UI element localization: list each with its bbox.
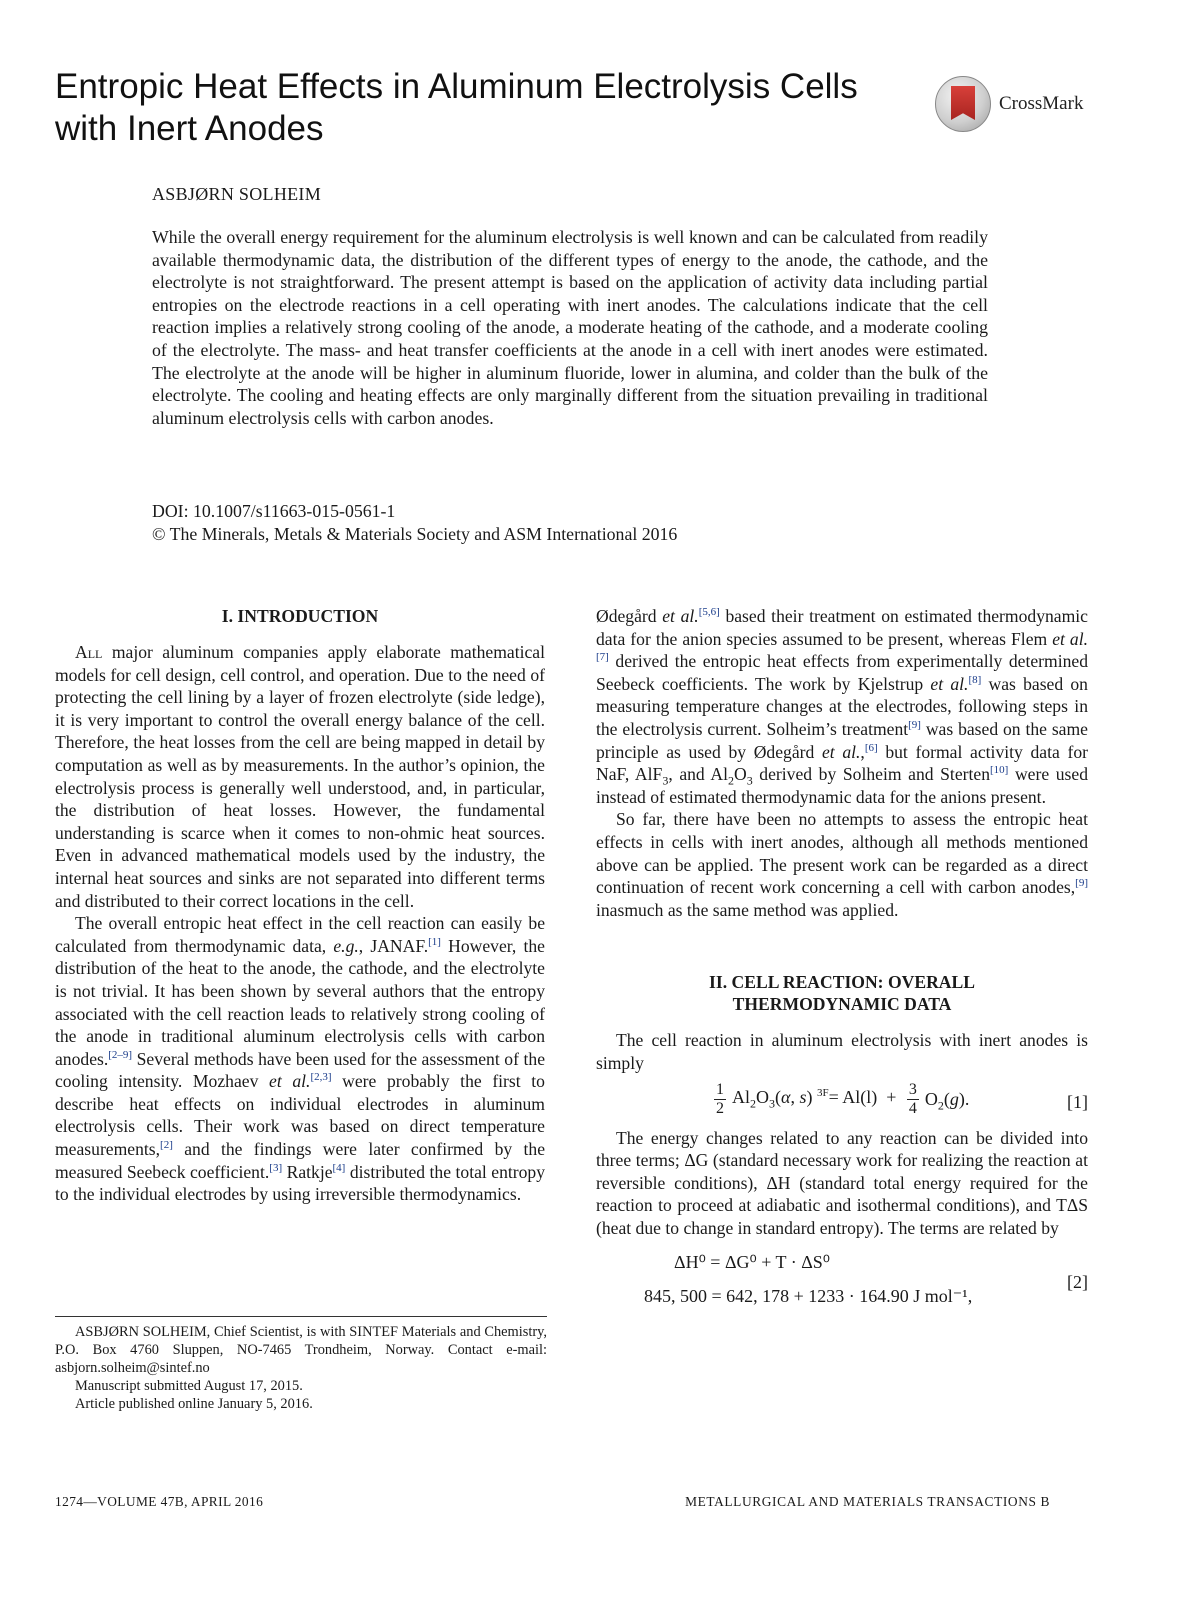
footnote-divider: [55, 1316, 547, 1317]
crossmark-icon: [935, 76, 991, 132]
section-heading-intro: I. INTRODUCTION: [221, 606, 379, 626]
left-column: [55, 605, 545, 1206]
citation-link[interactable]: [7]: [596, 651, 609, 664]
citation-link[interactable]: [10]: [990, 764, 1009, 777]
affiliation-note: ASBJØRN SOLHEIM, Chief Scientist, is with SINTEF Materials and Chemistry, P.O. Box 4760 Sluppen, NO-7465 Trondheim, Norway. Contact e-mail: asbjorn.solheim@sintef.no: [55, 1324, 547, 1376]
doi-link[interactable]: DOI: 10.1007/s11663-015-0561-1: [152, 501, 396, 521]
citation-link[interactable]: [2]: [160, 1139, 173, 1152]
citation-link[interactable]: [3]: [269, 1161, 283, 1174]
right-paragraph-1: Ødegård et al.[5,6] based their treatment on estimated thermodynamic data for the anion species assumed to be present, whereas Flem et al.[7] derived the entropic heat effects from experimentally determined Seebeck coefficients. The work by Kjelstrup et al.[8] was based on measuring temperature changes at the electrodes, following steps in the electrolysis current. Solheim’s treatment[9] was based on the same principle as used by Ødegård et al.,[6] but formal activity data for NaF, AlF$_3$, and $Al_2O_3$ derived by Solheim and Sterten[10] were used instead of estimated thermodynamic data for the anions present.: [596, 606, 1088, 807]
equation-1: $\frac{1}{2}$ $Al_2O_3(\alpha$, s) $^{3F}$= Al(l) + $\frac{3}{4}$ $O_2(g)$. [1]: [716, 1080, 1088, 1117]
published-note: Article published online January 5, 2016.: [75, 1396, 313, 1412]
equation-2: [596, 1251, 1088, 1325]
citation-link[interactable]: [8]: [968, 673, 982, 686]
citation-link[interactable]: [9]: [1075, 877, 1088, 890]
citation-link[interactable]: [4]: [332, 1161, 346, 1174]
right-paragraph-4: The energy changes related to any reaction can be divided into three terms; ΔG (standard necessary work for realizing the reaction at reversible conditions), ΔH (standard total energy required for the reaction to proceed at adiabatic and isothermal conditions), and TΔS (heat due to change in standard entropy). The terms are related by: [596, 1127, 1088, 1238]
crossmark-badge[interactable]: [935, 76, 1083, 132]
intro-paragraph-2: The overall entropic heat effect in the cell reaction can easily be calculated from thermodynamic data, e.g., JANAF.[1] However, the distribution of the heat to the anode, the cathode, and the electrolyte is not trivial. It has been shown by several authors that the entropy associated with the cell reaction leads to relatively strong cooling of the anode in traditional aluminum electrolysis cells with carbon anodes.[2–9] Several methods have been used for the assessment of the cooling intensity. Mozhaev et al.[2,3] were probably the first to describe heat effects on individual electrodes in aluminum electrolysis cells. Their work was based on direct temperature measurements,[2] and the findings were later confirmed by the measured Seebeck coefficient.[3] Ratkje[4] distributed the total entropy to the individual electrodes by using irreversible thermodynamics.: [55, 913, 546, 1205]
right-paragraph-2: So far, there have been no attempts to assess the entropic heat effects in cells with inert anodes, although all methods mentioned above can be applied. The present work can be regarded as a direct continuation of recent work concerning a cell with carbon anodes,[9] inasmuch as the same method was applied.: [596, 809, 1088, 920]
abstract: While the overall energy requirement for the aluminum electrolysis is well known and can be calculated from readily available thermodynamic data, the distribution of the different types of energy to the anode, the cathode, and the electrolyte is not straightforward. The present attempt is based on the application of activity data including partial entropies on the electrode reactions in a cell operating with inert anodes. The calculations indicate that the cell reaction implies a relatively strong cooling of the anode, a moderate heating of the cathode, and a moderate cooling of the electrolyte. The mass- and heat transfer coefficients at the anode in a cell with inert anodes were estimated. The electrolyte at the anode will be higher in aluminum fluoride, lower in alumina, and colder than the bulk of the electrolyte. The cooling and heating effects are only marginally different from the situation prevailing in traditional aluminum electrolysis cells with carbon anodes.: [152, 227, 988, 428]
equation-number: [1]: [1067, 1091, 1088, 1112]
page-footer-volume: 1274—VOLUME 47B, APRIL 2016: [55, 1494, 264, 1509]
author-footnote: [55, 1323, 547, 1413]
citation-link[interactable]: [5,6]: [698, 606, 720, 619]
right-paragraph-3: The cell reaction in aluminum electrolysis with inert anodes is simply: [596, 1030, 1088, 1073]
equation-2-line-1: ΔH⁰ = ΔG⁰ + T · ΔS⁰: [674, 1252, 831, 1273]
doi-block: [152, 500, 677, 545]
citation-link[interactable]: [2–9]: [108, 1048, 133, 1061]
copyright: © The Minerals, Metals & Materials Society and ASM International 2016: [152, 523, 678, 544]
section-heading-cell-reaction: II. CELL REACTION: OVERALL THERMODYNAMIC DATA: [709, 972, 975, 1015]
equation-number: [2]: [1067, 1272, 1088, 1293]
submitted-note: Manuscript submitted August 17, 2015.: [75, 1378, 303, 1394]
citation-link[interactable]: [9]: [908, 719, 921, 732]
author-name: ASBJØRN SOLHEIM: [152, 184, 322, 204]
page-footer-journal: METALLURGICAL AND MATERIALS TRANSACTIONS B: [685, 1494, 1050, 1509]
citation-link[interactable]: [6]: [864, 741, 878, 754]
citation-link[interactable]: [1]: [428, 935, 441, 948]
article-title: Entropic Heat Effects in Aluminum Electrolysis Cells with Inert Anodes: [55, 67, 858, 148]
equation-2-line-2: 845, 500 = 642, 178 + 1233 · 164.90 J mol⁻¹,: [644, 1286, 973, 1307]
citation-link[interactable]: [2,3]: [310, 1071, 332, 1084]
crossmark-label: CrossMark: [999, 93, 1084, 114]
intro-paragraph-1: All major aluminum companies apply elaborate mathematical models for cell design, cell control, and operation. Due to the need of protecting the cell lining by a layer of frozen electrolyte (side ledge), it is very important to control the overall energy balance of the cell. Therefore, the heat losses from the cell are being mapped in detail by computation as well as by measurements. In the author’s opinion, the electrolysis process is generally well understood, and, in particular, the distribution of heat losses. However, the fundamental understanding is scarce when it comes to non-ohmic heat sources. Even in advanced mathematical models used by the industry, the internal heat sources and sinks are not separated into different terms and distributed to their correct locations in the cell.: [55, 642, 545, 911]
right-column: [596, 605, 1088, 1325]
